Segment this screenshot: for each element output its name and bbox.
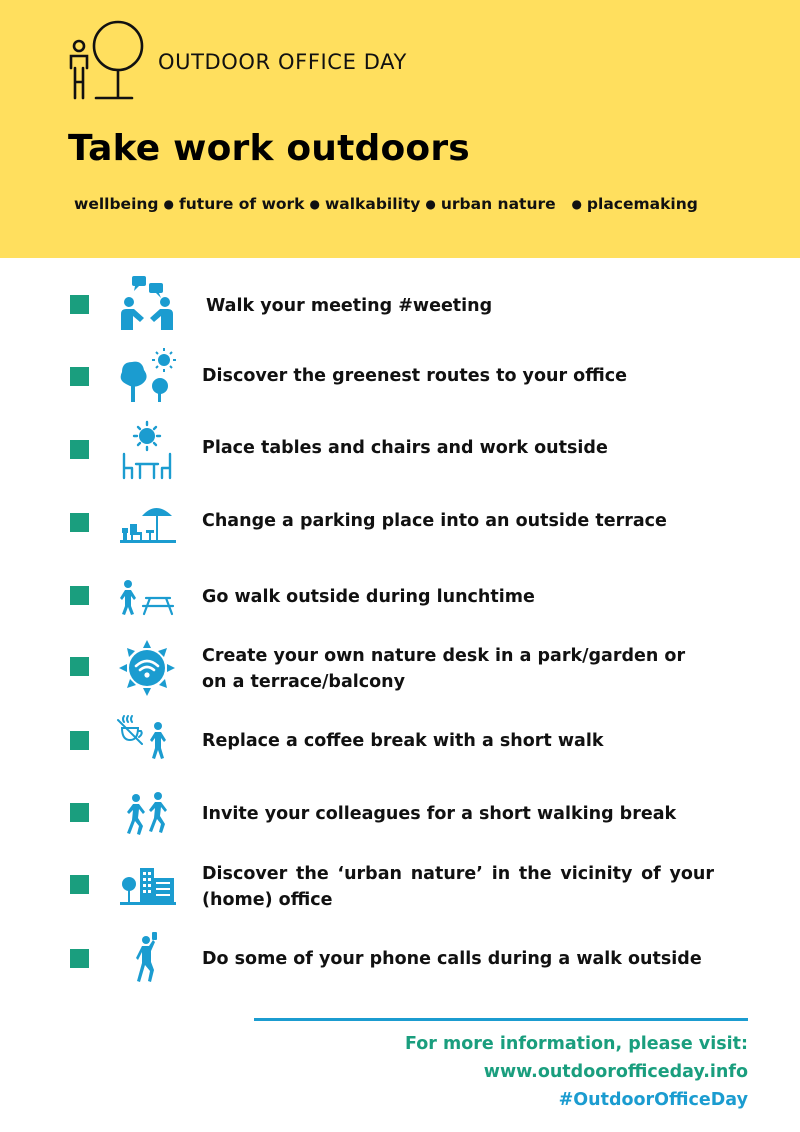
tag: wellbeing bbox=[74, 195, 159, 213]
item-text: Discover the ‘urban nature’ in the vicinity of your (home) office bbox=[202, 864, 714, 910]
item-text: Do some of your phone calls during a walk outside bbox=[202, 949, 702, 969]
walker-picnic-table-icon bbox=[116, 568, 178, 628]
footer-divider bbox=[254, 1018, 748, 1021]
item-text: Create your own nature desk in a park/garden or on a terrace/balcony bbox=[202, 646, 686, 692]
checkbox[interactable] bbox=[70, 949, 89, 968]
topic-tags: wellbeing ● future of work ● walkability ● urban nature ● placemaking bbox=[74, 195, 698, 213]
page-title: Take work outdoors bbox=[68, 128, 470, 169]
terrace-umbrella-icon bbox=[116, 492, 178, 552]
table-chairs-sun-icon bbox=[116, 420, 178, 480]
trees-sun-icon bbox=[116, 346, 178, 406]
item-text: Discover the greenest routes to your office bbox=[202, 366, 627, 386]
sun-wifi-icon bbox=[116, 638, 178, 698]
item-text: Invite your colleagues for a short walking break bbox=[202, 804, 677, 824]
meeting-people-icon bbox=[116, 274, 178, 334]
checkbox[interactable] bbox=[70, 513, 89, 532]
tag: placemaking bbox=[586, 195, 698, 213]
item-text: Walk your meeting #weeting bbox=[206, 296, 493, 316]
item-text: Change a parking place into an outside terrace bbox=[202, 511, 667, 531]
tag: walkability bbox=[324, 195, 421, 213]
checkbox[interactable] bbox=[70, 875, 89, 894]
tree-building-icon bbox=[116, 858, 178, 918]
phone-walker-icon bbox=[116, 930, 178, 990]
checkbox[interactable] bbox=[70, 295, 89, 314]
checkbox[interactable] bbox=[70, 367, 89, 386]
website-link[interactable]: www.outdoorofficeday.info bbox=[483, 1062, 748, 1082]
checkbox[interactable] bbox=[70, 440, 89, 459]
item-text: Go walk outside during lunchtime bbox=[202, 587, 535, 607]
checkbox[interactable] bbox=[70, 731, 89, 750]
checkbox[interactable] bbox=[70, 803, 89, 822]
item-text: Place tables and chairs and work outside bbox=[202, 438, 608, 458]
tag: urban nature bbox=[440, 195, 556, 213]
no-coffee-walker-icon bbox=[116, 712, 178, 772]
footer-info-text: For more information, please visit: bbox=[405, 1034, 748, 1054]
checkbox[interactable] bbox=[70, 657, 89, 676]
item-text: Replace a coffee break with a short walk bbox=[202, 731, 604, 751]
footer-info bbox=[405, 1030, 748, 1114]
header-banner bbox=[0, 0, 800, 258]
two-walkers-icon bbox=[116, 786, 178, 846]
person-tree-logo-icon bbox=[66, 18, 152, 102]
tag: future of work bbox=[179, 195, 305, 213]
brand-name: OUTDOOR OFFICE DAY bbox=[158, 50, 407, 74]
hashtag[interactable]: #OutdoorOfficeDay bbox=[558, 1090, 748, 1110]
checkbox[interactable] bbox=[70, 586, 89, 605]
